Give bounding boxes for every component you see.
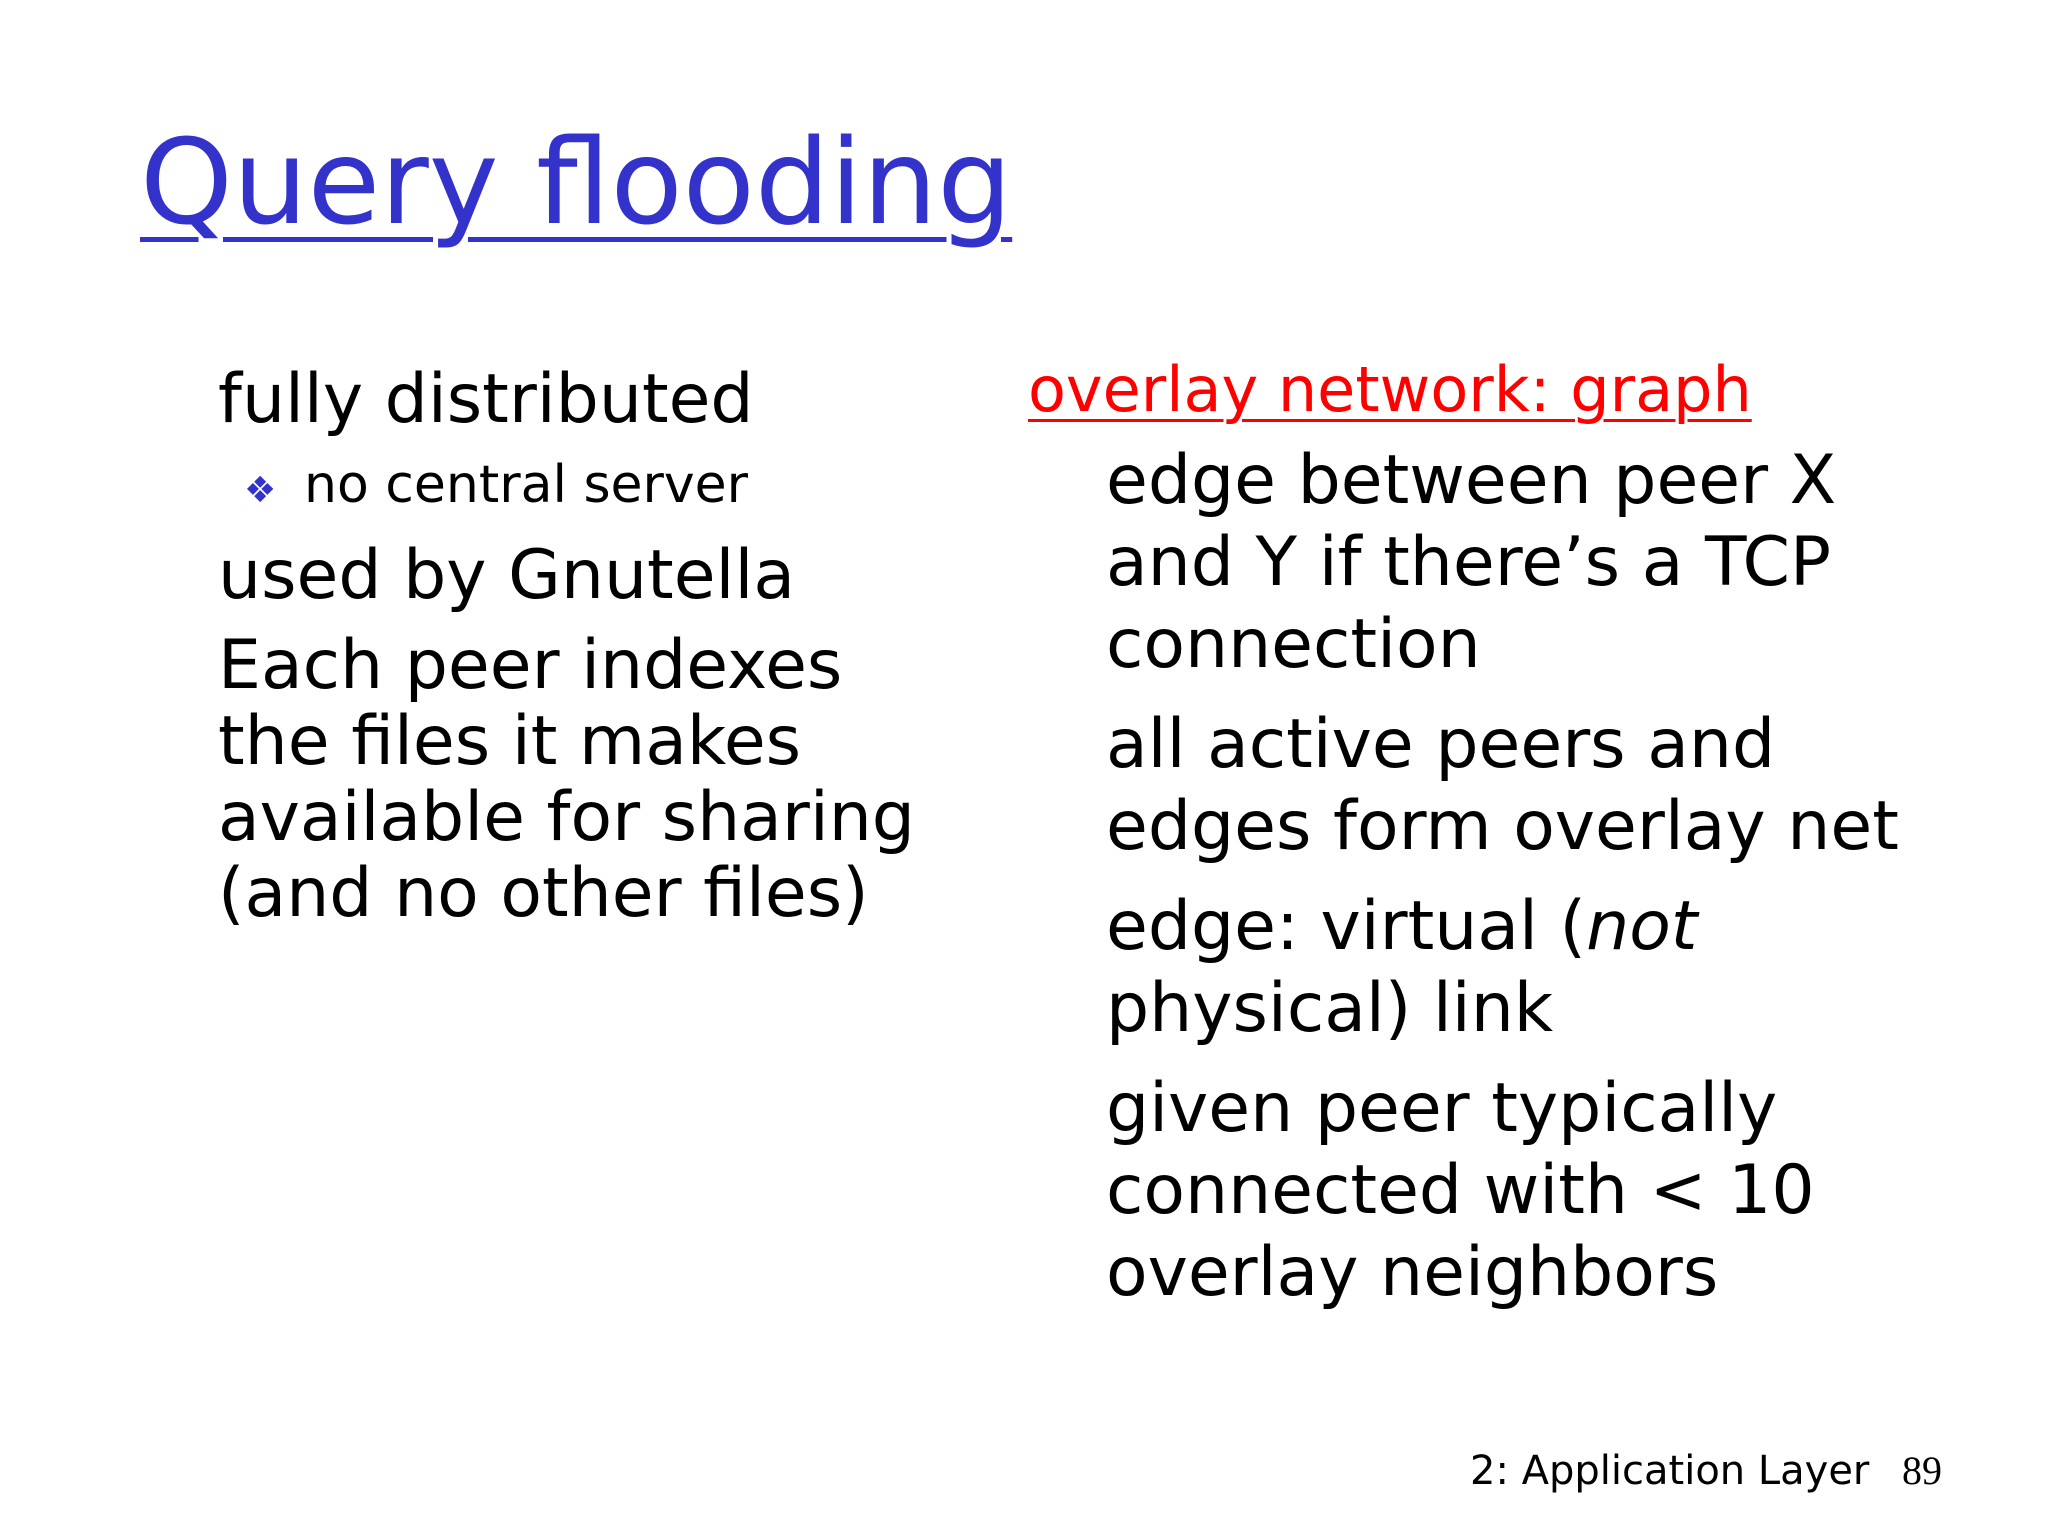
sub-item-text: no central server <box>304 455 749 515</box>
left-item-each-peer: Each peer indexes the files it makes available for sharing (and no other files) <box>218 626 915 933</box>
page-number: 89 <box>1902 1448 1942 1493</box>
left-item-fully-distributed: fully distributed <box>218 360 754 439</box>
virtual-link-prefix: edge: virtual ( <box>1106 887 1587 966</box>
virtual-link-italic: not <box>1586 887 1698 966</box>
overlay-network-heading: overlay network: graph <box>1028 353 1752 426</box>
right-item-neighbors: given peer typically connected with < 10 overlay neighbors <box>1106 1069 1815 1312</box>
right-item-active-peers: all active peers and edges form overlay net <box>1106 705 1899 866</box>
right-item-edge-between: edge between peer X and Y if there’s a TCP connection <box>1106 441 1837 684</box>
virtual-link-suffix: physical) link <box>1106 969 1554 1048</box>
right-column <box>1028 352 1928 1332</box>
footer-chapter-label: 2: Application Layer <box>1470 1448 1870 1494</box>
left-column <box>218 362 958 946</box>
right-item-virtual-link <box>1106 886 1928 1050</box>
left-item-gnutella: used by Gnutella <box>218 536 796 615</box>
left-sub-item-no-central-server <box>218 452 958 524</box>
slide-title: Query flooding <box>140 113 1013 251</box>
diamond-bullet-icon: ❖ <box>244 470 277 511</box>
